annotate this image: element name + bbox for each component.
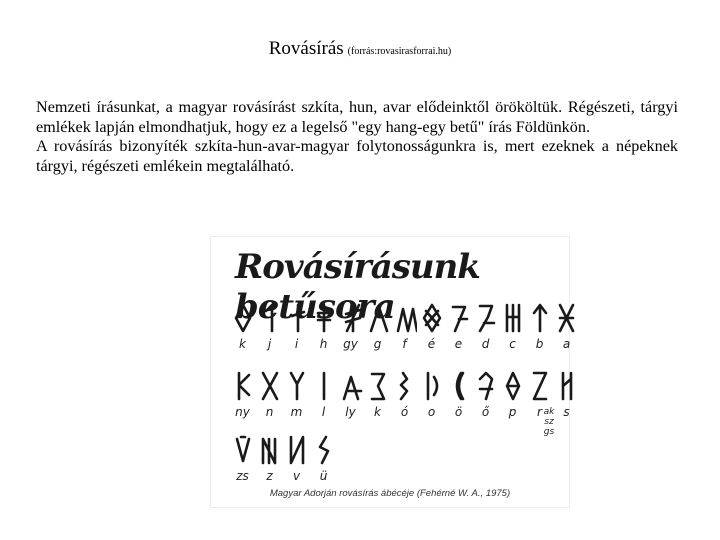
rune-latin-letter: v [292,469,301,483]
rune-cell [337,301,364,351]
rune-glyph-icon [312,301,336,335]
rune-cell [418,301,445,351]
rune-latin-letter: ü [319,469,328,483]
rune-glyph-icon [231,369,255,403]
rune-cell [445,301,472,351]
rune-latin-letter: gy [343,337,358,351]
rune-glyph-icon [258,369,282,403]
rune-latin-letter: ö [454,405,463,419]
rune-row-2 [229,369,580,419]
rune-latin-letter: j [267,337,272,351]
rune-latin-letter: c [509,337,516,351]
row2-extra-letters: ak sz gs [543,407,555,437]
paragraph-2: A rovásírás bizonyíték szkíta-hun-avar-magyar folytonosságunkra is, mert ezeknek a népeknek tárgyi, régészeti emlékein megtalálható. [36,137,678,175]
rune-glyph-icon [393,369,417,403]
rune-latin-letter: ő [481,405,490,419]
rune-latin-letter: s [563,405,570,419]
rune-cell [337,369,364,419]
rune-cell [256,369,283,419]
rune-latin-letter: b [535,337,544,351]
rune-latin-letter: k [374,405,381,419]
rune-latin-letter: ó [400,405,409,419]
rune-cell [553,301,580,351]
rune-latin-letter: a [562,337,571,351]
rune-glyph-icon [231,301,255,335]
figure-title: Rovásírásunk betűsora [235,247,480,327]
rune-cell [229,433,256,483]
rune-latin-letter: z [266,469,273,483]
rune-cell [418,369,445,419]
title-main: Rovásírás [268,38,344,59]
rune-cell [310,301,337,351]
rune-cell [256,301,283,351]
figure-caption: Magyar Adorján rovásírás ábécéje (Fehérné W. A., 1975) [269,488,511,499]
rune-glyph-icon [366,369,390,403]
rune-latin-letter: ly [345,405,356,419]
rune-glyph-icon [339,369,363,403]
rune-cell [364,301,391,351]
rune-glyph-icon [555,369,579,403]
rune-latin-letter: r [537,405,542,419]
rune-latin-letter: f [402,337,407,351]
rune-cell [391,301,418,351]
rune-glyph-icon [501,369,525,403]
rune-cell [526,301,553,351]
rune-latin-letter: e [454,337,463,351]
rune-glyph-icon [285,301,309,335]
rune-cell [445,369,472,419]
slide-title [0,38,720,60]
body-text [36,98,678,176]
rune-glyph-icon [474,369,498,403]
paragraph-1: Nemzeti írásunkat, a magyar rovásírást szkíta, hun, avar elődeinktől örököltük. Régészeti, tárgyi emlékek lapján elmondhatjuk, hogy ez a legelső "egy hang-egy betű" írás Földünkön. [36,98,678,136]
rune-glyph-icon [285,433,309,467]
rune-glyph-icon [528,369,552,403]
rune-latin-letter: zs [236,469,249,483]
rune-cell [283,301,310,351]
rune-cell [310,433,337,483]
rune-glyph-icon [447,369,471,403]
rune-latin-letter: d [481,337,490,351]
rune-glyph-icon [393,301,417,335]
rune-glyph-icon [339,301,363,335]
rune-cell [283,369,310,419]
rune-cell [364,369,391,419]
rune-latin-letter: k [239,337,246,351]
rune-cell [391,369,418,419]
alphabet-figure [210,236,570,508]
rune-cell [229,369,256,419]
rune-latin-letter: m [290,405,303,419]
rune-cell [310,369,337,419]
rune-glyph-icon [312,433,336,467]
rune-cell [499,301,526,351]
rune-glyph-icon [474,301,498,335]
rune-glyph-icon [258,433,282,467]
rune-glyph-icon [501,301,525,335]
rune-glyph-icon [420,369,444,403]
rune-glyph-icon [312,369,336,403]
rune-row-1 [229,301,580,351]
rune-cell [283,433,310,483]
title-source: (forrás:rovasirasforrai.hu) [347,46,452,57]
rune-latin-letter: i [294,337,299,351]
rune-glyph-icon [528,301,552,335]
rune-latin-letter: h [319,337,328,351]
rune-latin-letter: o [427,405,436,419]
rune-latin-letter: ny [235,405,250,419]
rune-glyph-icon [420,301,444,335]
rune-glyph-icon [366,301,390,335]
rune-cell [499,369,526,419]
rune-glyph-icon [447,301,471,335]
rune-cell [256,433,283,483]
rune-latin-letter: é [427,337,436,351]
rune-cell [472,369,499,419]
rune-row-3 [229,433,337,483]
rune-latin-letter: n [265,405,274,419]
rune-cell [229,301,256,351]
rune-latin-letter: p [508,405,517,419]
rune-glyph-icon [258,301,282,335]
rune-glyph-icon [231,433,255,467]
rune-glyph-icon [555,301,579,335]
rune-cell [472,301,499,351]
rune-glyph-icon [285,369,309,403]
rune-latin-letter: g [373,337,382,351]
rune-latin-letter: l [321,405,326,419]
